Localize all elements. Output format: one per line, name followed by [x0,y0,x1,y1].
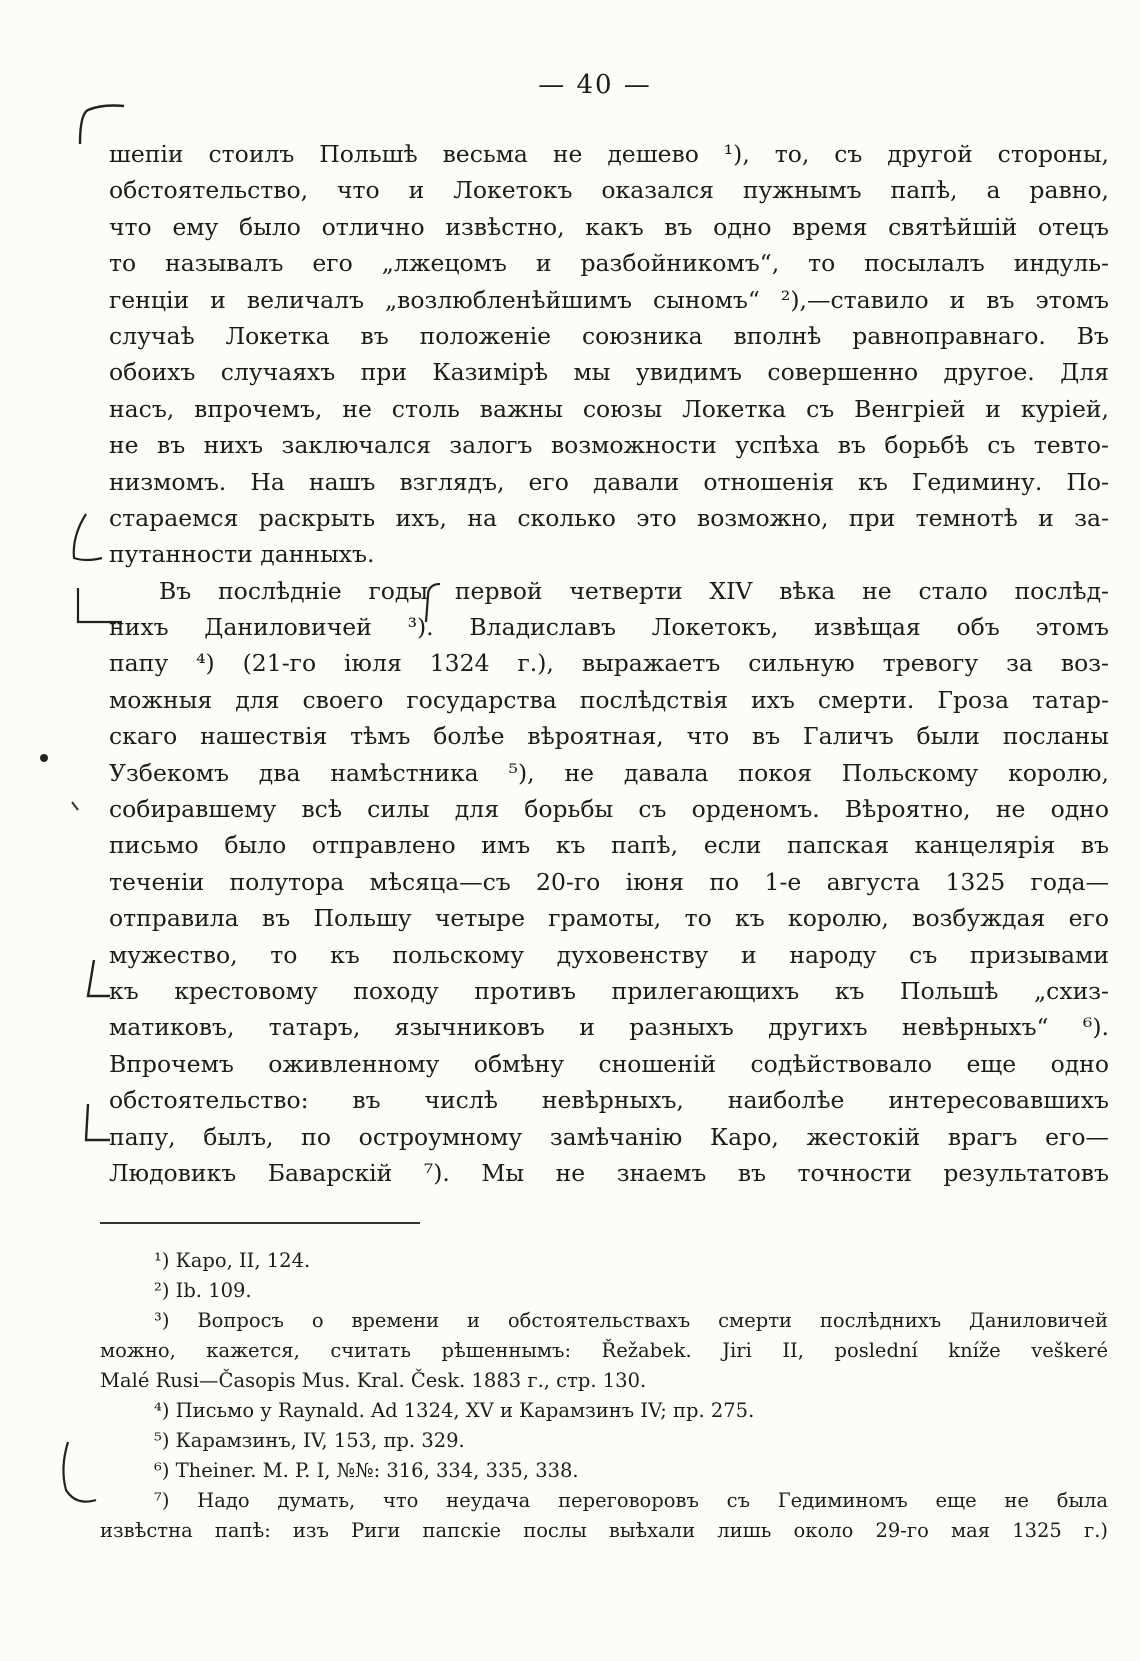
footnote-line: ⁵) Карамзинъ, IV, 153, пр. 329. [154,1429,465,1452]
text-line: что ему было отлично извѣстно, какъ въ одно время святѣйшій отецъ [109,212,1109,241]
text-line: матиковъ, татаръ, язычниковъ и разныхъ другихъ невѣрныхъ“ ⁶). [109,1013,1109,1042]
page-number: — 40 — [538,70,652,100]
top-bracket-mark [74,100,130,150]
footnote-bracket-mark [54,1438,104,1518]
inline-bracket-mark [420,580,444,626]
text-line: Впрочемъ оживленному обмѣну сношеній содѣйствовало еще одно [109,1049,1109,1078]
text-line: отправила въ Польшу четыре грамоты, то къ королю, возбуждая его [109,904,1109,933]
margin-bracket-mark [60,582,130,632]
text-line: обстоятельство: въ числѣ невѣрныхъ, наиболѣе интересовавшихъ [109,1086,1109,1115]
text-line: мужество, то къ польскому духовенству и народу съ призывами [109,940,1109,969]
footnote-line: извѣстна папѣ: изъ Риги папскіе послы выѣхали лишь около 29-го мая 1325 г.) [100,1519,1108,1542]
text-line: стараемся раскрыть ихъ, на сколько это возможно, при темнотѣ и за- [109,503,1109,532]
footnote-line: ²) Ib. 109. [154,1279,252,1302]
text-line: Людовикъ Баварскій ⁷). Мы не знаемъ въ точности результатовъ [109,1158,1109,1187]
margin-dot-mark [38,752,50,764]
text-line: низмомъ. На нашъ взглядъ, его давали отношенія къ Гедимину. По- [109,467,1109,496]
footnote-line: ⁶) Theiner. M. P. I, №№: 316, 334, 335, 338. [154,1459,579,1482]
text-line: насъ, впрочемъ, не столь важны союзы Локетка съ Венгріей и куріей, [109,394,1109,423]
text-line: теченіи полутора мѣсяца—съ 20-го іюня по 1-е августа 1325 года— [109,867,1109,896]
text-line: Узбекомъ два намѣстника ⁵), не давала покоя Польскому королю, [109,758,1109,787]
margin-bracket-mark [74,1100,114,1148]
footnote-line: ³) Вопросъ о времени и обстоятельствахъ смерти послѣднихъ Даниловичей [154,1309,1108,1332]
footnote-line: ¹) Каро, II, 124. [154,1249,311,1272]
footnote-divider [100,1222,420,1224]
text-line: шепіи стоилъ Польшѣ весьма не дешево ¹), то, съ другой стороны, [109,140,1109,168]
text-line: случаѣ Локетка въ положеніе союзника вполнѣ равноправнаго. Въ [109,321,1109,350]
text-line: къ крестовому походу противъ прилегающихъ къ Польшѣ „схиз- [109,976,1109,1005]
footnotes [100,1246,1108,1546]
footnote-line: ⁴) Письмо у Raynald. Ad 1324, XV и Карамзинъ IV; пр. 275. [154,1399,755,1422]
footnote-line: Malé Rusi—Časopis Mus. Kral. Česk. 1883 г., стр. 130. [100,1369,647,1392]
text-line: обстоятельство, что и Локетокъ оказался пужнымъ папѣ, а равно, [109,176,1109,205]
margin-tick-mark [70,800,82,814]
text-line: можныя для своего государства послѣдствія ихъ смерти. Гроза татар- [109,685,1109,714]
main-text [109,136,1109,1191]
paragraph-bracket-mark [56,508,116,568]
text-line: путанности данныхъ. [109,540,375,569]
text-line: генціи и величалъ „возлюбленѣйшимъ сыномъ“ ²),—ставило и въ этомъ [109,285,1109,314]
text-line: обоихъ случаяхъ при Казимірѣ мы увидимъ совершенно другое. Для [109,358,1109,387]
footnote-line: ⁷) Надо думать, что неудача переговоровъ съ Гедиминомъ еще не была [154,1489,1108,1512]
text-line: скаго нашествія тѣмъ болѣе вѣроятная, что въ Галичъ были посланы [109,722,1109,751]
footnote-line: можно, кажется, считать рѣшеннымъ: Řežabek. Jiri II, poslední kníže veškeré [100,1339,1108,1362]
text-line: папу ⁴) (21-го іюля 1324 г.), выражаетъ сильную тревогу за воз- [109,649,1109,678]
text-line: нихъ Даниловичей ³). Владиславъ Локетокъ, извѣщая объ этомъ [109,613,1109,642]
text-line: папу, былъ, по остроумному замѣчанію Каро, жестокій врагъ его— [109,1122,1109,1151]
text-line: собиравшему всѣ силы для борьбы съ орденомъ. Вѣроятно, не одно [109,795,1109,824]
text-line: Въ послѣдніе годы первой четверти XIV вѣка не стало послѣд- [159,576,1109,605]
text-line: то называлъ его „лжецомъ и разбойникомъ“, то посылалъ индуль- [109,249,1109,278]
margin-bracket-mark [74,956,114,1004]
text-line: не въ нихъ заключался залогъ возможности успѣха въ борьбѣ съ тевто- [109,431,1109,460]
text-line: письмо было отправлено имъ къ папѣ, если папская канцелярія въ [109,831,1109,860]
